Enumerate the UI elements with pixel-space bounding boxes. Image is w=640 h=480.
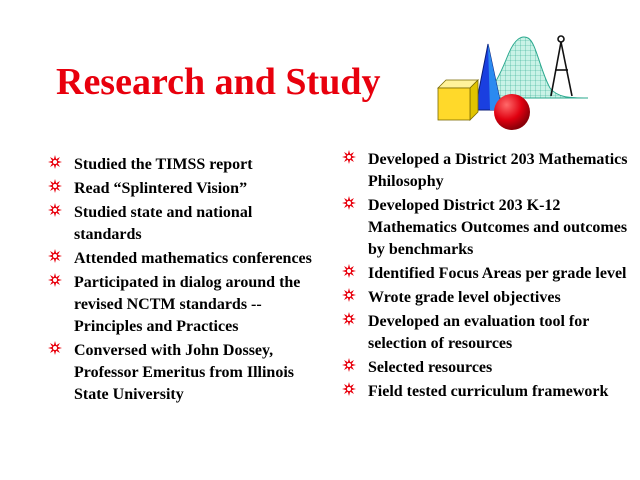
- list-item: [48, 154, 316, 176]
- red-starburst-icon: [48, 203, 62, 217]
- list-item: [342, 287, 632, 309]
- list-item: [342, 263, 632, 285]
- list-item-text: Wrote grade level objectives: [368, 289, 561, 306]
- red-starburst-icon: [48, 341, 62, 355]
- red-starburst-icon: [342, 150, 356, 164]
- red-starburst-icon: [48, 155, 62, 169]
- list-item: [48, 178, 316, 200]
- red-starburst-icon: [48, 179, 62, 193]
- list-item: [48, 272, 316, 338]
- list-item: [342, 357, 632, 379]
- list-item-text: Participated in dialog around the revised NCTM standards --Principles and Practices: [74, 274, 301, 335]
- list-item-text: Identified Focus Areas per grade level: [368, 265, 627, 282]
- red-starburst-icon: [48, 273, 62, 287]
- red-starburst-icon: [342, 312, 356, 326]
- list-item: [48, 248, 316, 270]
- list-item-text: Studied the TIMSS report: [74, 156, 253, 173]
- list-item: [342, 149, 632, 193]
- list-item-text: Developed District 203 K-12 Mathematics Outcomes and outcomes by benchmarks: [368, 197, 628, 258]
- geometry-shapes-clipart: [430, 30, 590, 130]
- red-starburst-icon: [342, 382, 356, 396]
- red-starburst-icon: [342, 358, 356, 372]
- list-item: [48, 340, 316, 406]
- list-item-text: Developed an evaluation tool for selection of resources: [368, 313, 590, 352]
- list-item: [342, 311, 632, 355]
- left-bullet-list: [48, 154, 316, 408]
- list-item: [342, 195, 632, 261]
- red-starburst-icon: [342, 196, 356, 210]
- list-item: [48, 202, 316, 246]
- red-starburst-icon: [342, 264, 356, 278]
- red-starburst-icon: [342, 288, 356, 302]
- list-item-text: Field tested curriculum framework: [368, 383, 609, 400]
- list-item-text: Attended mathematics conferences: [74, 250, 312, 267]
- list-item-text: Selected resources: [368, 359, 493, 376]
- list-item-text: Read “Splintered Vision”: [74, 180, 248, 197]
- red-starburst-icon: [48, 249, 62, 263]
- list-item-text: Conversed with John Dossey, Professor Emeritus from Illinois State University: [74, 342, 294, 403]
- right-bullet-list: [342, 149, 632, 405]
- list-item-text: Developed a District 203 Mathematics Philosophy: [368, 151, 628, 190]
- list-item-text: Studied state and national standards: [74, 204, 253, 243]
- list-item: [342, 381, 632, 403]
- slide-title: Research and Study: [56, 61, 381, 103]
